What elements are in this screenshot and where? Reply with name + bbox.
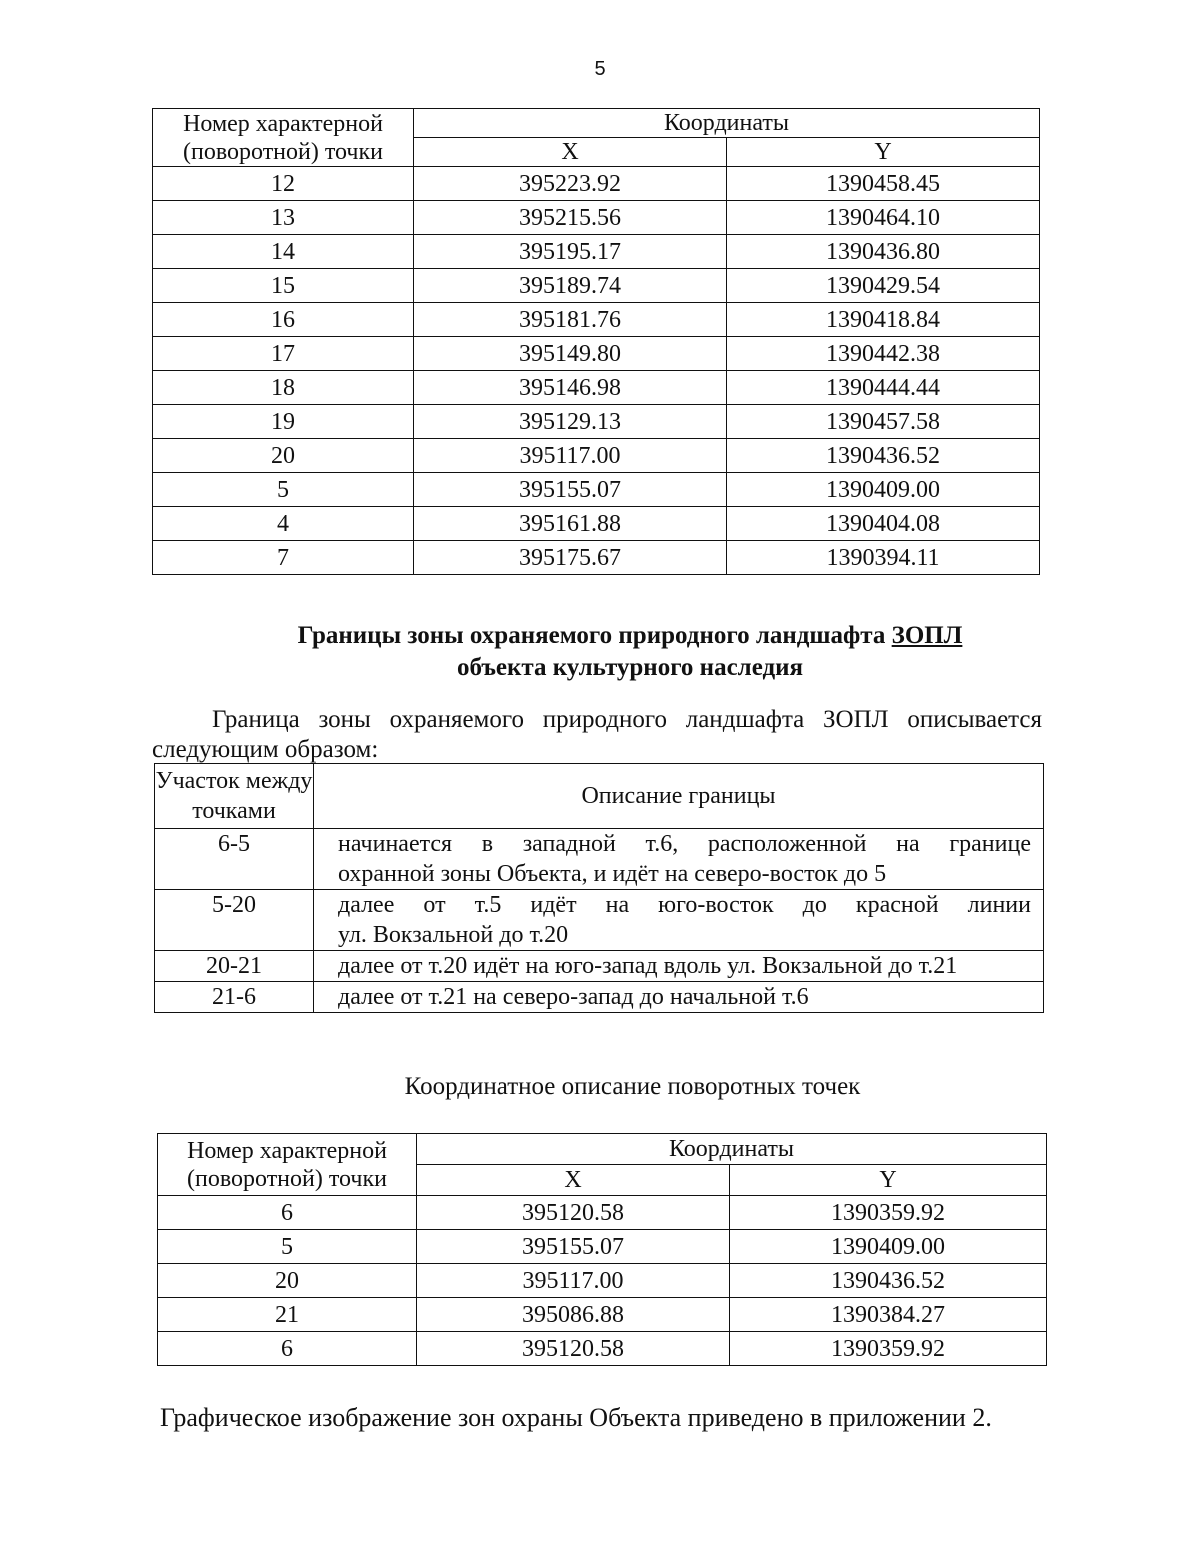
point-number-cell: 5 bbox=[158, 1230, 417, 1264]
point-number-cell: 12 bbox=[153, 167, 414, 201]
x-coordinate-cell: 395146.98 bbox=[414, 371, 727, 405]
y-coordinate-cell: 1390444.44 bbox=[727, 371, 1040, 405]
table-row bbox=[153, 541, 1040, 575]
header-coordinates: Координаты bbox=[417, 1134, 1047, 1165]
header-point-number: Номер характерной (поворотной) точки bbox=[158, 1134, 417, 1196]
y-coordinate-cell: 1390394.11 bbox=[727, 541, 1040, 575]
point-number-cell: 18 bbox=[153, 371, 414, 405]
table-row bbox=[153, 167, 1040, 201]
segment-cell: 21-6 bbox=[155, 982, 314, 1013]
table-row bbox=[155, 951, 1044, 982]
table-row bbox=[153, 371, 1040, 405]
page-number: 5 bbox=[594, 58, 606, 80]
intro-line2: следующим образом: bbox=[152, 736, 379, 763]
section-title-prefix: Границы зоны охраняемого природного ландшафта bbox=[297, 622, 886, 649]
table-row bbox=[158, 1264, 1047, 1298]
table-row bbox=[153, 473, 1040, 507]
description-cell bbox=[314, 829, 1044, 890]
section-title-line2: объекта культурного наследия bbox=[456, 654, 804, 681]
x-coordinate-cell: 395223.92 bbox=[414, 167, 727, 201]
table-row bbox=[153, 303, 1040, 337]
x-coordinate-cell: 395181.76 bbox=[414, 303, 727, 337]
y-coordinate-cell: 1390442.38 bbox=[727, 337, 1040, 371]
x-coordinate-cell: 395129.13 bbox=[414, 405, 727, 439]
boundary-description-table bbox=[154, 763, 1044, 1013]
point-number-cell: 20 bbox=[158, 1264, 417, 1298]
footer-note: Графическое изображение зон охраны Объекта приведено в приложении 2. bbox=[160, 1403, 992, 1432]
point-number-cell: 5 bbox=[153, 473, 414, 507]
x-coordinate-cell: 395086.88 bbox=[417, 1298, 730, 1332]
header-x: X bbox=[417, 1165, 730, 1196]
header-y: Y bbox=[730, 1165, 1047, 1196]
x-coordinate-cell: 395120.58 bbox=[417, 1332, 730, 1366]
table-row bbox=[153, 201, 1040, 235]
y-coordinate-cell: 1390464.10 bbox=[727, 201, 1040, 235]
description-cell bbox=[314, 951, 1044, 982]
coordinates-subtitle: Координатное описание поворотных точек bbox=[404, 1073, 861, 1100]
x-coordinate-cell: 395215.56 bbox=[414, 201, 727, 235]
table-row bbox=[153, 269, 1040, 303]
point-number-cell: 15 bbox=[153, 269, 414, 303]
x-coordinate-cell: 395189.74 bbox=[414, 269, 727, 303]
description-line1: начинается в западной т.6, расположенной на границе bbox=[338, 831, 1031, 857]
table-row bbox=[155, 982, 1044, 1013]
x-coordinate-cell: 395149.80 bbox=[414, 337, 727, 371]
header-y: Y bbox=[727, 138, 1040, 167]
description-line1: далее от т.5 идёт на юго-восток до красной линии bbox=[338, 892, 1031, 918]
table-row bbox=[153, 405, 1040, 439]
y-coordinate-cell: 1390436.80 bbox=[727, 235, 1040, 269]
header-segment: Участок между точками bbox=[155, 764, 314, 829]
point-number-cell: 17 bbox=[153, 337, 414, 371]
description-line2: ул. Вокзальной до т.20 bbox=[338, 922, 569, 948]
table-row bbox=[153, 507, 1040, 541]
y-coordinate-cell: 1390457.58 bbox=[727, 405, 1040, 439]
point-number-cell: 6 bbox=[158, 1332, 417, 1366]
segment-cell: 6-5 bbox=[155, 829, 314, 890]
table-row bbox=[153, 337, 1040, 371]
x-coordinate-cell: 395120.58 bbox=[417, 1196, 730, 1230]
point-number-cell: 21 bbox=[158, 1298, 417, 1332]
x-coordinate-cell: 395175.67 bbox=[414, 541, 727, 575]
table-row bbox=[158, 1298, 1047, 1332]
point-number-cell: 6 bbox=[158, 1196, 417, 1230]
header-description: Описание границы bbox=[314, 764, 1044, 829]
section-title-line1 bbox=[0, 620, 1200, 652]
description-line1: далее от т.20 идёт на юго-запад вдоль ул. Вокзальной до т.21 bbox=[338, 953, 958, 979]
point-number-cell: 16 bbox=[153, 303, 414, 337]
x-coordinate-cell: 395195.17 bbox=[414, 235, 727, 269]
point-number-cell: 13 bbox=[153, 201, 414, 235]
table-row bbox=[155, 890, 1044, 951]
x-coordinate-cell: 395161.88 bbox=[414, 507, 727, 541]
header-point-number: Номер характерной (поворотной) точки bbox=[153, 109, 414, 167]
y-coordinate-cell: 1390409.00 bbox=[727, 473, 1040, 507]
y-coordinate-cell: 1390384.27 bbox=[730, 1298, 1047, 1332]
description-cell bbox=[314, 890, 1044, 951]
table-row bbox=[153, 235, 1040, 269]
table-row bbox=[158, 1230, 1047, 1264]
y-coordinate-cell: 1390359.92 bbox=[730, 1196, 1047, 1230]
x-coordinate-cell: 395155.07 bbox=[417, 1230, 730, 1264]
y-coordinate-cell: 1390404.08 bbox=[727, 507, 1040, 541]
y-coordinate-cell: 1390436.52 bbox=[730, 1264, 1047, 1298]
intro-paragraph bbox=[152, 705, 1042, 765]
section-title-abbr: ЗОПЛ bbox=[891, 622, 963, 649]
intro-line1: Граница зоны охраняемого природного ландшафта ЗОПЛ описывается bbox=[212, 706, 1042, 733]
point-number-cell: 14 bbox=[153, 235, 414, 269]
segment-cell: 5-20 bbox=[155, 890, 314, 951]
point-number-cell: 19 bbox=[153, 405, 414, 439]
point-number-cell: 7 bbox=[153, 541, 414, 575]
point-number-cell: 4 bbox=[153, 507, 414, 541]
header-x: X bbox=[414, 138, 727, 167]
coordinates-table-2 bbox=[157, 1133, 1047, 1366]
coordinates-table-1 bbox=[152, 108, 1040, 575]
y-coordinate-cell: 1390436.52 bbox=[727, 439, 1040, 473]
y-coordinate-cell: 1390458.45 bbox=[727, 167, 1040, 201]
table-row bbox=[153, 439, 1040, 473]
description-cell bbox=[314, 982, 1044, 1013]
description-line2: охранной зоны Объекта, и идёт на северо-восток до 5 bbox=[338, 861, 887, 887]
x-coordinate-cell: 395155.07 bbox=[414, 473, 727, 507]
y-coordinate-cell: 1390359.92 bbox=[730, 1332, 1047, 1366]
x-coordinate-cell: 395117.00 bbox=[414, 439, 727, 473]
table-row bbox=[155, 829, 1044, 890]
x-coordinate-cell: 395117.00 bbox=[417, 1264, 730, 1298]
y-coordinate-cell: 1390429.54 bbox=[727, 269, 1040, 303]
table-row bbox=[158, 1332, 1047, 1366]
table-row bbox=[158, 1196, 1047, 1230]
segment-cell: 20-21 bbox=[155, 951, 314, 982]
header-coordinates: Координаты bbox=[414, 109, 1040, 138]
y-coordinate-cell: 1390409.00 bbox=[730, 1230, 1047, 1264]
description-line1: далее от т.21 на северо-запад до начальной т.6 bbox=[338, 984, 809, 1010]
y-coordinate-cell: 1390418.84 bbox=[727, 303, 1040, 337]
point-number-cell: 20 bbox=[153, 439, 414, 473]
